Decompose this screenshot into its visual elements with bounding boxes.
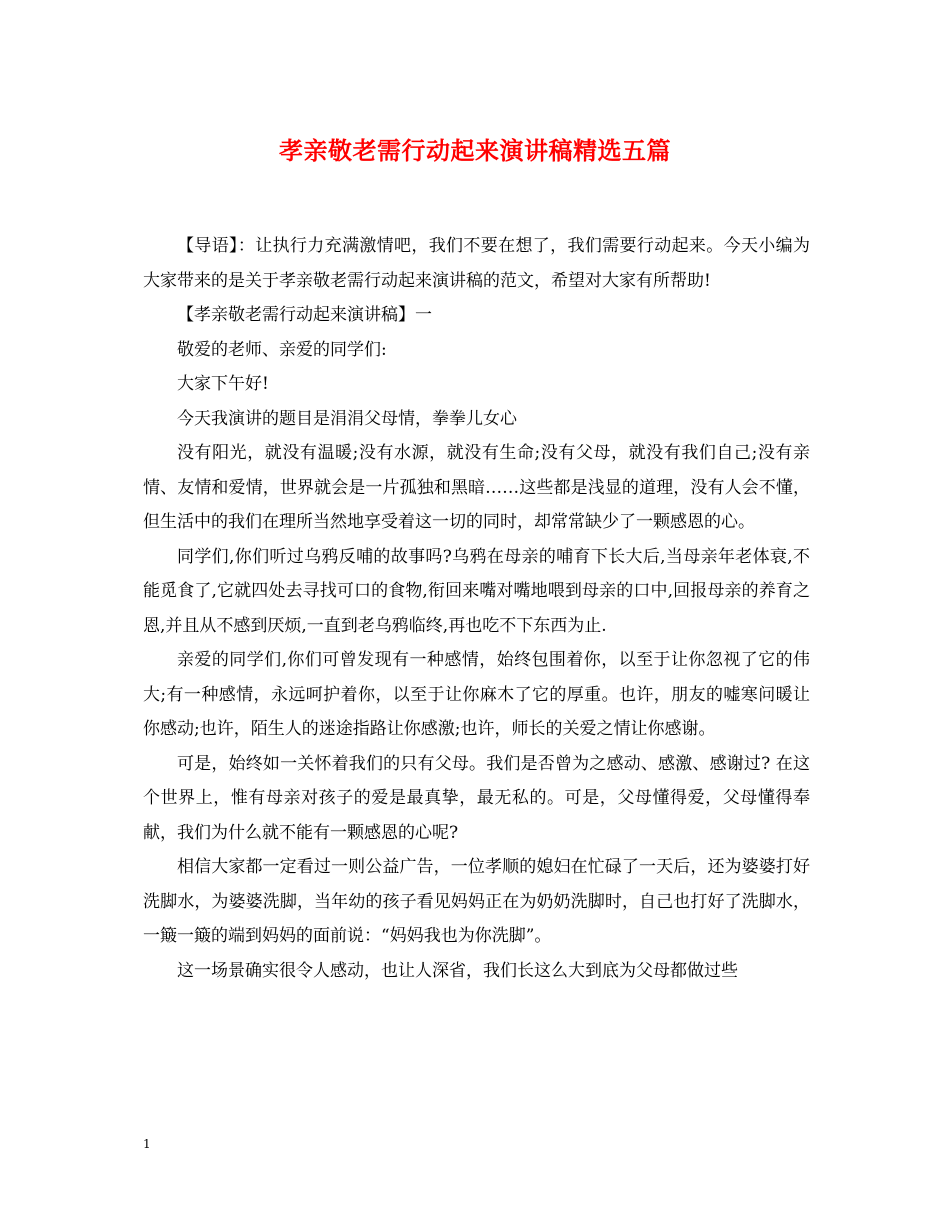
paragraph-body: 这一场景确实很令人感动，也让人深省，我们长这么大到底为父母都做过些 [177,960,738,981]
paragraph-body: 可是，始终如一关怀着我们的只有父母。我们是否曾为之感动、感激、感谢过? 在这个世界上，惟有母亲对孩子的爱是最真挚，最无私的。可是，父母懂得爱，父母懂得奉献，我们为什么就不能有一颗感恩的心呢? [143,753,810,843]
paragraph-heading-one: 【孝亲敬老需行动起来演讲稿】一 [177,305,432,325]
paragraph-greeting: 大家下午好! [177,374,269,394]
document-body [143,229,810,988]
paragraph-body: 亲爱的同学们,你们可曾发现有一种感情，始终包围着你，以至于让你忽视了它的伟大;有一种感情，永远呵护着你，以至于让你麻木了它的厚重。也许，朋友的嘘寒问暖让你感动;也许，陌生人的迷途指路让你感激;也许，师长的关爱之情让你感谢。 [143,650,810,739]
paragraph-body: 相信大家都一定看过一则公益广告，一位孝顺的媳妇在忙碌了一天后，还为婆婆打好洗脚水，为婆婆洗脚，当年幼的孩子看见妈妈正在为奶奶洗脚时，自己也打好了洗脚水，一簸一簸的端到妈妈的面前说：“妈妈我也为你洗脚”。 [143,857,810,946]
page-number: 1 [143,1137,151,1151]
paragraph-intro: 【导语】：让执行力充满激情吧，我们不要在想了，我们需要行动起来。今天小编为大家带来的是关于孝亲敬老需行动起来演讲稿的范文，希望对大家有所帮助! [143,236,810,291]
paragraph-body: 没有阳光，就没有温暖;没有水源，就没有生命;没有父母，就没有我们自己;没有亲情、友情和爱情，世界就会是一片孤独和黑暗……这些都是浅显的道理，没有人会不懂，但生活中的我们在理所当然地享受着这一切的同时，却常常缺少了一颗感恩的心。 [143,443,810,532]
paragraph-salutation: 敬爱的老师、亲爱的同学们: [177,339,387,360]
paragraph-topic: 今天我演讲的题目是涓涓父母情，拳拳儿女心 [177,408,517,429]
document-title: 孝亲敬老需行动起来演讲稿精选五篇 [279,136,671,165]
paragraph-body: 同学们,你们听过乌鸦反哺的故事吗?乌鸦在母亲的哺育下长大后,当母亲年老体衰,不能觅食了,它就四处去寻找可口的食物,衔回来嘴对嘴地喂到母亲的口中,回报母亲的养育之恩,并且从不感到厌烦,一直到老乌鸦临终,再也吃不下东西为止. [143,546,810,636]
